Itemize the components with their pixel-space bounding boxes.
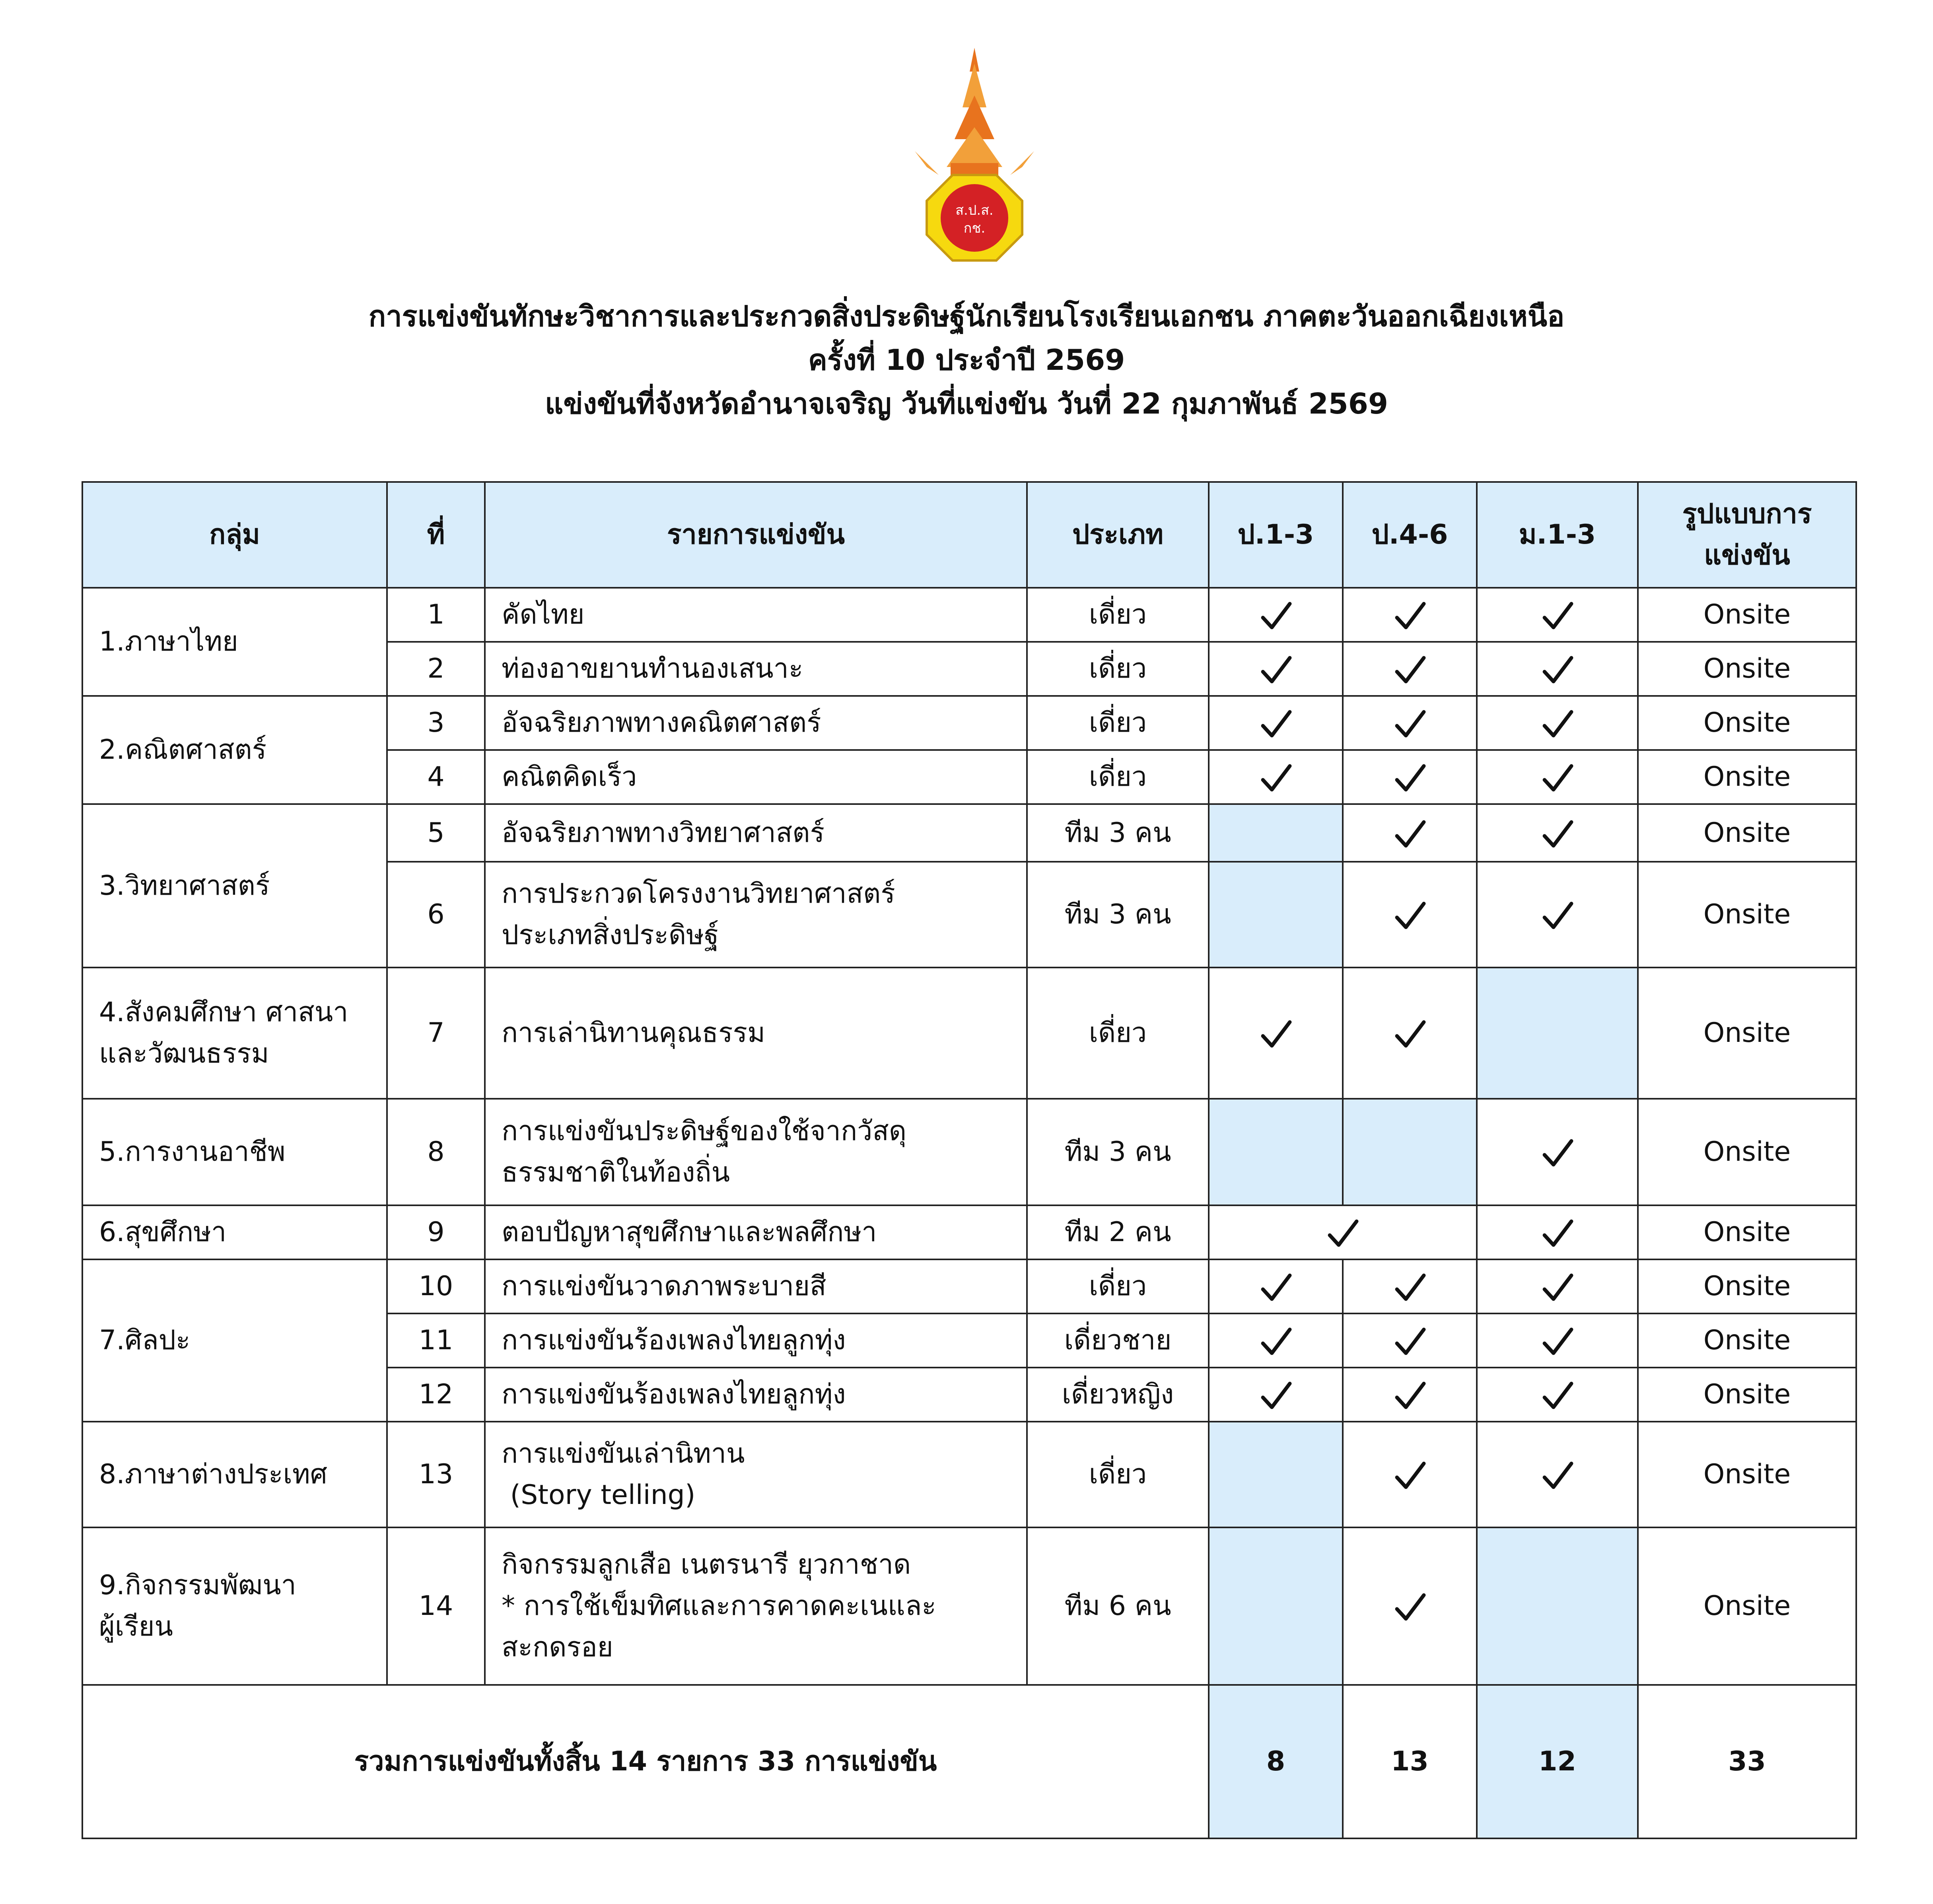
row-no: 14: [387, 1527, 485, 1685]
check-p46: [1343, 1527, 1477, 1685]
checkmark-icon: [1541, 1217, 1574, 1250]
table-row: [82, 1527, 1856, 1685]
group-cell: 1.ภาษาไทย: [82, 588, 387, 696]
row-item: การประกวดโครงงานวิทยาศาสตร์ ประเภทสิ่งประดิษฐ์: [485, 862, 1027, 968]
group-cell: 4.สังคมศึกษา ศาสนา และวัฒนธรรม: [82, 968, 387, 1099]
check-m13: [1477, 696, 1638, 750]
svg-text:ส.ป.ส.: ส.ป.ส.: [955, 202, 994, 218]
checkmark-icon: [1394, 1379, 1426, 1412]
checkmark-icon: [1394, 900, 1426, 932]
checkmark-icon: [1394, 762, 1426, 795]
header-no: ที่: [387, 482, 485, 588]
row-item: ตอบปัญหาสุขศึกษาและพลศึกษา: [485, 1205, 1027, 1259]
row-no: 6: [387, 862, 485, 968]
check-m13: [1477, 1422, 1638, 1527]
checkmark-icon: [1541, 762, 1574, 795]
row-type: ทีม 3 คน: [1027, 862, 1209, 968]
checkmark-icon: [1541, 1379, 1574, 1412]
empty-p13: [1209, 862, 1343, 968]
row-format: Onsite: [1638, 696, 1856, 750]
check-p46: [1343, 1313, 1477, 1368]
row-format: Onsite: [1638, 804, 1856, 862]
check-m13: [1477, 750, 1638, 804]
row-item: คัดไทย: [485, 588, 1027, 642]
checkmark-icon: [1260, 1379, 1292, 1412]
check-m13: [1477, 1099, 1638, 1205]
document-title: [0, 294, 1933, 425]
group-cell: 7.ศิลปะ: [82, 1259, 387, 1422]
check-p46: [1343, 642, 1477, 696]
row-no: 4: [387, 750, 485, 804]
checkmark-icon: [1541, 1459, 1574, 1492]
row-format: Onsite: [1638, 968, 1856, 1099]
check-p13: [1209, 696, 1343, 750]
checkmark-icon: [1394, 1018, 1426, 1051]
check-p13: [1209, 1368, 1343, 1422]
svg-text:กช.: กช.: [963, 220, 986, 236]
checkmark-icon: [1541, 900, 1574, 932]
check-p13: [1209, 968, 1343, 1099]
checkmark-icon: [1394, 1459, 1426, 1492]
row-type: เดี่ยว: [1027, 968, 1209, 1099]
empty-p46: [1343, 1099, 1477, 1205]
row-type: เดี่ยว: [1027, 696, 1209, 750]
row-item: คณิตคิดเร็ว: [485, 750, 1027, 804]
check-p46: [1343, 588, 1477, 642]
checkmark-icon: [1394, 708, 1426, 740]
row-format: Onsite: [1638, 1422, 1856, 1527]
check-p46: [1343, 968, 1477, 1099]
check-p13: [1209, 750, 1343, 804]
row-format: Onsite: [1638, 588, 1856, 642]
check-p13: [1209, 1313, 1343, 1368]
row-type: เดี่ยวชาย: [1027, 1313, 1209, 1368]
checkmark-icon: [1394, 600, 1426, 632]
table-row: [82, 968, 1856, 1099]
header-format: รูปแบบการ แข่งขัน: [1638, 482, 1856, 588]
checkmark-icon: [1541, 600, 1574, 632]
row-item: การแข่งขันเล่านิทาน (Story telling): [485, 1422, 1027, 1527]
summary-label: รวมการแข่งขันทั้งสิ้น 14 รายการ 33 การแข่งขัน: [82, 1685, 1209, 1838]
row-no: 5: [387, 804, 485, 862]
summary-p13: 8: [1209, 1685, 1343, 1838]
check-m13: [1477, 588, 1638, 642]
table-row: [82, 588, 1856, 642]
row-format: Onsite: [1638, 1527, 1856, 1685]
check-p46: [1343, 750, 1477, 804]
check-m13: [1477, 804, 1638, 862]
row-no: 8: [387, 1099, 485, 1205]
checkmark-icon: [1394, 1271, 1426, 1304]
title-line-3: แข่งขันที่จังหวัดอำนาจเจริญ วันที่แข่งขัน วันที่ 22 กุมภาพันธ์ 2569: [545, 387, 1388, 420]
group-cell: 9.กิจกรรมพัฒนา ผู้เรียน: [82, 1527, 387, 1685]
row-item: การแข่งขันวาดภาพระบายสี: [485, 1259, 1027, 1313]
checkmark-icon: [1394, 654, 1426, 686]
table-row: [82, 1422, 1856, 1527]
check-p46: [1343, 1368, 1477, 1422]
checkmark-icon: [1541, 708, 1574, 740]
competition-table: [82, 481, 1857, 1839]
table-row: [82, 696, 1856, 750]
check-p46: [1343, 696, 1477, 750]
checkmark-icon: [1541, 654, 1574, 686]
row-format: Onsite: [1638, 862, 1856, 968]
check-m13: [1477, 1205, 1638, 1259]
checkmark-icon: [1260, 654, 1292, 686]
row-no: 7: [387, 968, 485, 1099]
row-type: ทีม 3 คน: [1027, 804, 1209, 862]
row-item: อัจฉริยภาพทางคณิตศาสตร์: [485, 696, 1027, 750]
header-item: รายการแข่งขัน: [485, 482, 1027, 588]
table-row: [82, 804, 1856, 862]
checkmark-icon: [1260, 1325, 1292, 1358]
checkmark-icon: [1541, 1271, 1574, 1304]
checkmark-icon: [1260, 762, 1292, 795]
table-row: [82, 1205, 1856, 1259]
row-format: Onsite: [1638, 642, 1856, 696]
group-cell: 5.การงานอาชีพ: [82, 1099, 387, 1205]
checkmark-icon: [1260, 708, 1292, 740]
checkmark-icon: [1394, 1591, 1426, 1624]
row-format: Onsite: [1638, 1313, 1856, 1368]
row-type: ทีม 2 คน: [1027, 1205, 1209, 1259]
row-format: Onsite: [1638, 1205, 1856, 1259]
row-item: ท่องอาขยานทำนองเสนาะ: [485, 642, 1027, 696]
title-line-2: ครั้งที่ 10 ประจำปี 2569: [808, 343, 1125, 377]
checkmark-icon: [1394, 1325, 1426, 1358]
checkmark-icon: [1260, 600, 1292, 632]
row-type: เดี่ยว: [1027, 1422, 1209, 1527]
empty-p13: [1209, 804, 1343, 862]
row-item: การแข่งขันประดิษฐ์ของใช้จากวัสดุ ธรรมชาติในท้องถิ่น: [485, 1099, 1027, 1205]
empty-p13: [1209, 1099, 1343, 1205]
summary-row: [82, 1685, 1856, 1838]
row-type: เดี่ยว: [1027, 750, 1209, 804]
header-p13: ป.1-3: [1209, 482, 1343, 588]
row-type: เดี่ยว: [1027, 588, 1209, 642]
row-no: 1: [387, 588, 485, 642]
check-p46: [1343, 1259, 1477, 1313]
checkmark-icon: [1326, 1217, 1359, 1250]
row-type: ทีม 3 คน: [1027, 1099, 1209, 1205]
check-p46: [1343, 1422, 1477, 1527]
row-item: อัจฉริยภาพทางวิทยาศาสตร์: [485, 804, 1027, 862]
row-type: เดี่ยว: [1027, 1259, 1209, 1313]
checkmark-icon: [1541, 1137, 1574, 1170]
table-row: [82, 1259, 1856, 1313]
check-p13-p46: [1209, 1205, 1477, 1259]
row-format: Onsite: [1638, 1099, 1856, 1205]
checkmark-icon: [1541, 1325, 1574, 1358]
checkmark-icon: [1260, 1271, 1292, 1304]
row-no: 10: [387, 1259, 485, 1313]
row-no: 2: [387, 642, 485, 696]
row-item: การแข่งขันร้องเพลงไทยลูกทุ่ง: [485, 1368, 1027, 1422]
check-p13: [1209, 588, 1343, 642]
check-m13: [1477, 642, 1638, 696]
check-m13: [1477, 862, 1638, 968]
check-m13: [1477, 1259, 1638, 1313]
check-p46: [1343, 862, 1477, 968]
table-header-row: [82, 482, 1856, 588]
empty-p13: [1209, 1527, 1343, 1685]
empty-p13: [1209, 1422, 1343, 1527]
empty-m13: [1477, 1527, 1638, 1685]
row-type: เดี่ยวหญิง: [1027, 1368, 1209, 1422]
header-p46: ป.4-6: [1343, 482, 1477, 588]
empty-m13: [1477, 968, 1638, 1099]
row-format: Onsite: [1638, 1368, 1856, 1422]
check-p46: [1343, 804, 1477, 862]
row-format: Onsite: [1638, 750, 1856, 804]
summary-m13: 12: [1477, 1685, 1638, 1838]
header-type: ประเภท: [1027, 482, 1209, 588]
row-item: การแข่งขันร้องเพลงไทยลูกทุ่ง: [485, 1313, 1027, 1368]
check-p13: [1209, 1259, 1343, 1313]
header-m13: ม.1-3: [1477, 482, 1638, 588]
summary-total: 33: [1638, 1685, 1856, 1838]
check-p13: [1209, 642, 1343, 696]
row-type: ทีม 6 คน: [1027, 1527, 1209, 1685]
check-m13: [1477, 1368, 1638, 1422]
row-type: เดี่ยว: [1027, 642, 1209, 696]
row-no: 11: [387, 1313, 485, 1368]
row-item: กิจกรรมลูกเสือ เนตรนารี ยุวกาชาด * การใช้เข็มทิศและการคาดคะเนและ สะกดรอย: [485, 1527, 1027, 1685]
header-group: กลุ่ม: [82, 482, 387, 588]
association-logo: [915, 48, 1034, 262]
group-cell: 3.วิทยาศาสตร์: [82, 804, 387, 968]
checkmark-icon: [1394, 818, 1426, 851]
group-cell: 2.คณิตศาสตร์: [82, 696, 387, 804]
title-line-1: การแข่งขันทักษะวิชาการและประกวดสิ่งประดิษฐ์นักเรียนโรงเรียนเอกชน ภาคตะวันออกเฉียงเหนือ: [368, 299, 1565, 333]
summary-p46: 13: [1343, 1685, 1477, 1838]
row-no: 3: [387, 696, 485, 750]
row-item: การเล่านิทานคุณธรรม: [485, 968, 1027, 1099]
group-cell: 8.ภาษาต่างประเทศ: [82, 1422, 387, 1527]
check-m13: [1477, 1313, 1638, 1368]
row-no: 13: [387, 1422, 485, 1527]
table-row: [82, 1099, 1856, 1205]
row-no: 12: [387, 1368, 485, 1422]
checkmark-icon: [1541, 818, 1574, 851]
group-cell: 6.สุขศึกษา: [82, 1205, 387, 1259]
row-no: 9: [387, 1205, 485, 1259]
checkmark-icon: [1260, 1018, 1292, 1051]
row-format: Onsite: [1638, 1259, 1856, 1313]
